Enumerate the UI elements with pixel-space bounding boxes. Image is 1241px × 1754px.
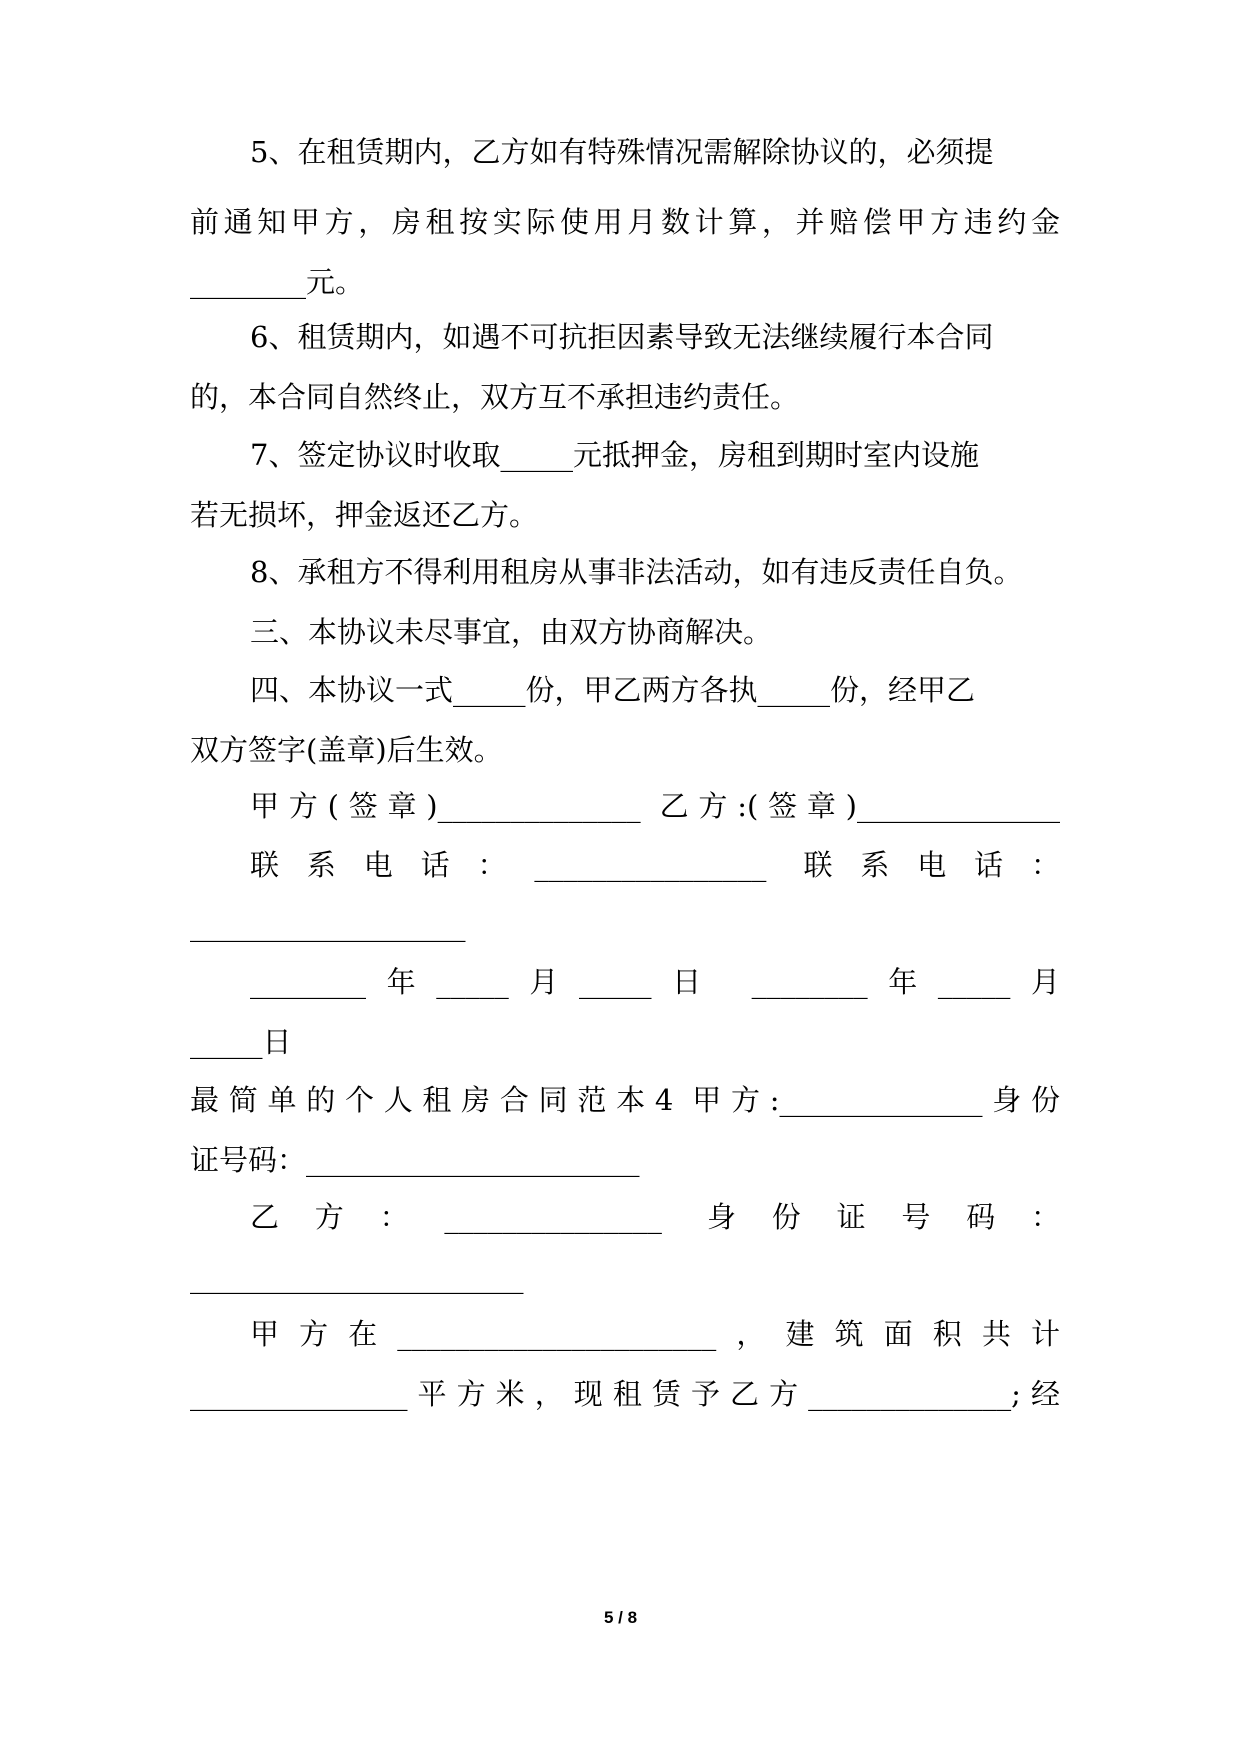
clause-7-line-1: 7、签定协议时收取_____元抵押金，房租到期时室内设施 (250, 438, 979, 472)
signature-line: 甲方(签章)______________ 乙方:(签章)______________ (250, 789, 1060, 823)
property-area-line: _______________平方米，现租赁予乙方______________;经 (190, 1377, 1060, 1411)
section-four-line-2: 双方签字(盖章)后生效。 (190, 733, 503, 767)
clause-6-line-2: 的，本合同自然终止，双方互不承担违约责任。 (190, 380, 800, 414)
property-location-line: 甲方在______________________，建筑面积共计 (250, 1317, 1060, 1351)
party-b-id-blank-line: _______________________ (190, 1260, 524, 1294)
section-four-line-1: 四、本协议一式_____份，甲乙两方各执_____份，经甲乙 (250, 673, 976, 707)
clause-6-line-1: 6、租赁期内，如遇不可抗拒因素导致无法继续履行本合同 (250, 320, 994, 354)
page-number: 5 / 8 (603, 1608, 638, 1627)
date-line-1: ________年_____月_____日 ________年_____月 (250, 965, 1060, 999)
clause-7-line-2: 若无损坏，押金返还乙方。 (190, 498, 539, 532)
clause-8-line: 8、承租方不得利用租房从事非法活动，如有违反责任自负。 (250, 555, 1023, 589)
phone-line: 联系电话：________________ 联系电话： (250, 848, 1060, 882)
section-three-line: 三、本协议未尽事宜，由双方协商解决。 (250, 615, 773, 649)
id-number-line: 证号码：_______________________ (190, 1143, 640, 1177)
clause-5-line-2: 前通知甲方，房租按实际使用月数计算，并赔偿甲方违约金 (190, 205, 1060, 239)
phone-blank-line: ___________________ (190, 908, 466, 942)
date-line-2: _____日 (190, 1025, 292, 1059)
clause-5-line-3: ________元。 (190, 265, 365, 299)
contract-title-party-a-line: 最简单的个人租房合同范本4 甲方:______________身份 (190, 1083, 1060, 1117)
party-b-line: 乙方：_______________ 身份证号码： (250, 1200, 1060, 1234)
clause-5-line-1: 5、在租赁期内，乙方如有特殊情况需解除协议的，必须提 (250, 135, 994, 169)
